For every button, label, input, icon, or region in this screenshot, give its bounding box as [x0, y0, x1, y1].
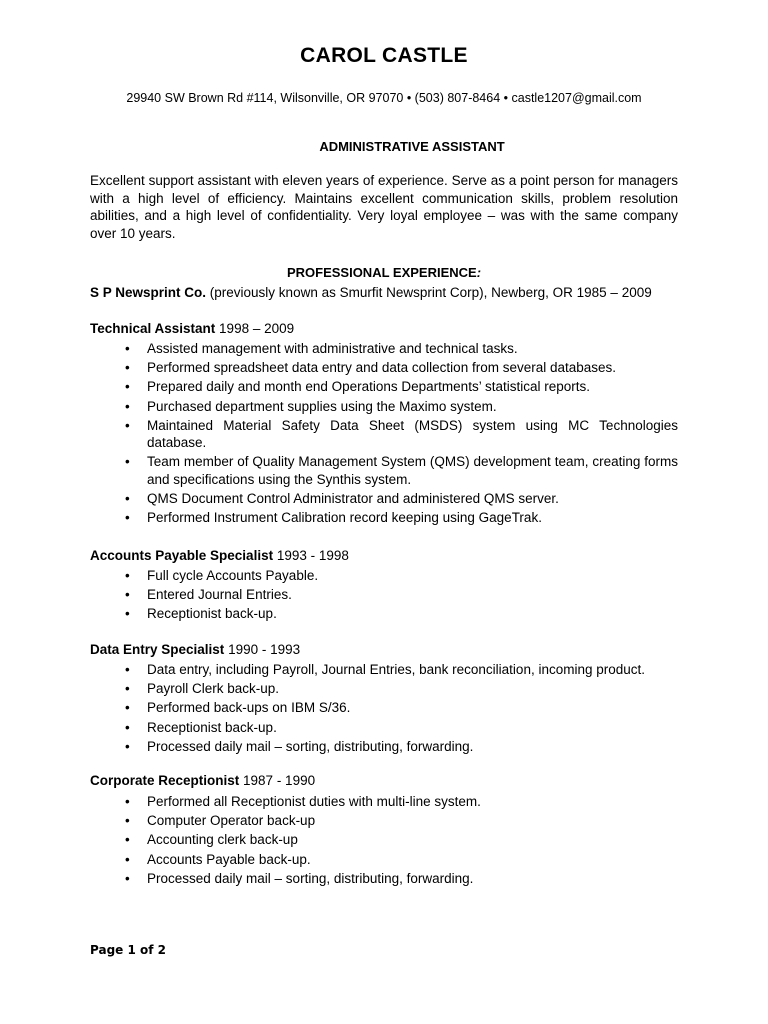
- list-item: • Full cycle Accounts Payable.: [125, 568, 319, 583]
- contact-line: 29940 SW Brown Rd #114, Wilsonville, OR 97070 • (503) 807-8464 • castle1207@gmail.com: [126, 91, 642, 105]
- list-item: • Processed daily mail – sorting, distributing, forwarding.: [125, 738, 474, 754]
- list-item: • Data entry, including Payroll, Journal Entries, bank reconciliation, incoming product.: [125, 662, 646, 677]
- candidate-name: CAROL CASTLE: [300, 44, 468, 67]
- job-dates: 1998 – 2009: [215, 321, 295, 336]
- job-dates: 1987 - 1990: [239, 773, 316, 788]
- objective-title: ADMINISTRATIVE ASSISTANT: [319, 139, 505, 154]
- bullet-icon: •: [125, 813, 130, 829]
- bullet-icon: •: [125, 379, 130, 395]
- bullet-icon: •: [125, 719, 130, 735]
- list-item: • Assisted management with administrative and technical tasks.: [125, 341, 518, 356]
- experience-heading-text: PROFESSIONAL EXPERIENCE: [286, 265, 477, 280]
- job-dates: 1990 - 1993: [224, 642, 301, 657]
- bullet-icon: •: [125, 341, 130, 356]
- job-title-text: Accounts Payable Specialist: [90, 548, 274, 563]
- bullet-icon: •: [125, 832, 130, 848]
- bullet-icon: •: [125, 606, 130, 622]
- bullet-icon: •: [125, 417, 130, 433]
- bullet-icon: •: [125, 587, 130, 603]
- bullet-icon: •: [125, 851, 130, 867]
- job-title-technical-assistant: [90, 321, 294, 336]
- job-title-text: Technical Assistant: [90, 321, 216, 336]
- bullet-icon: •: [125, 510, 130, 526]
- job-title-accounts-payable-specialist: [90, 548, 349, 563]
- bullet-icon: •: [125, 700, 130, 716]
- bullet-icon: •: [125, 870, 130, 886]
- company-detail: (previously known as Smurfit Newsprint Corp), Newberg, OR 1985 – 2009: [206, 285, 652, 300]
- experience-heading: [0, 265, 768, 280]
- company-name: S P Newsprint Co.: [90, 285, 207, 300]
- bullet-icon: •: [125, 360, 130, 376]
- list-item: • Maintained Material Safety Data Sheet (MSDS) system using MC Technologies database.: [125, 417, 678, 451]
- list-item: • Performed spreadsheet data entry and data collection from several databases.: [125, 360, 617, 376]
- job-duties-technical-assistant: [90, 340, 678, 528]
- list-item: • Receptionist back-up.: [125, 719, 277, 735]
- list-item: • Accounting clerk back-up: [125, 832, 298, 848]
- bullet-icon: •: [125, 681, 130, 697]
- job-title-corporate-receptionist: [90, 773, 315, 788]
- list-item: • Entered Journal Entries.: [125, 587, 292, 603]
- list-item: • Accounts Payable back-up.: [125, 851, 311, 867]
- list-item: • Receptionist back-up.: [125, 606, 277, 622]
- job-dates: 1993 - 1998: [273, 548, 349, 563]
- job-title-text: Data Entry Specialist: [90, 642, 225, 657]
- job-duties-data-entry-specialist: [90, 661, 678, 757]
- list-item: • Prepared daily and month end Operations Departments’ statistical reports.: [125, 379, 590, 395]
- list-item: • Performed back-ups on IBM S/36.: [125, 700, 351, 716]
- list-item: • Computer Operator back-up: [125, 813, 316, 829]
- list-item: • Purchased department supplies using the Maximo system.: [125, 398, 497, 414]
- page-number: Page 1 of 2: [90, 943, 166, 957]
- list-item: • Team member of Quality Management System (QMS) development team, creating forms and specifications using the Synthis system.: [125, 454, 678, 487]
- list-item: • QMS Document Control Administrator and administered QMS server.: [125, 491, 559, 507]
- summary-paragraph: Excellent support assistant with eleven years of experience. Serve as a point person for managers with a high level of efficiency. Maintains excellent communication skills, problem resolution abilities, and a high level of confidentiality. Very loyal employee – was with the same company over 10 years.: [90, 173, 678, 241]
- bullet-icon: •: [125, 662, 130, 677]
- bullet-icon: •: [125, 398, 130, 414]
- job-title-data-entry-specialist: [90, 642, 300, 657]
- bullet-icon: •: [125, 491, 130, 507]
- job-duties-corporate-receptionist: [90, 793, 678, 889]
- bullet-icon: •: [125, 794, 130, 809]
- list-item: • Performed Instrument Calibration record keeping using GageTrak.: [125, 510, 542, 526]
- job-title-text: Corporate Receptionist: [90, 773, 240, 788]
- company-line: [90, 285, 652, 300]
- list-item: • Processed daily mail – sorting, distributing, forwarding.: [125, 870, 474, 886]
- bullet-icon: •: [125, 454, 130, 470]
- list-item: • Performed all Receptionist duties with multi-line system.: [125, 794, 481, 809]
- list-item: • Payroll Clerk back-up.: [125, 681, 280, 697]
- bullet-icon: •: [125, 568, 130, 583]
- experience-heading-colon: :: [476, 265, 482, 280]
- job-duties-accounts-payable-specialist: [90, 567, 678, 625]
- bullet-icon: •: [125, 738, 130, 754]
